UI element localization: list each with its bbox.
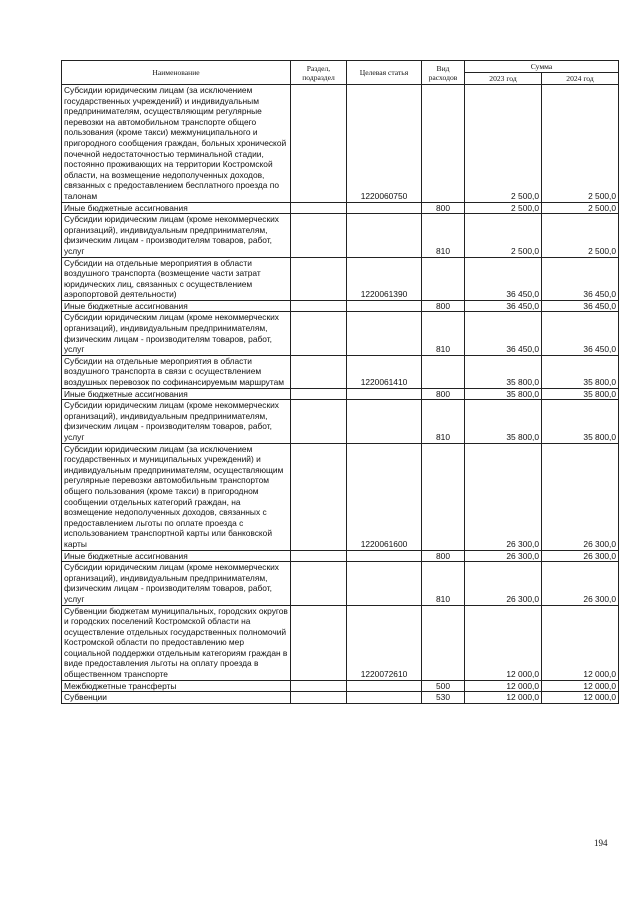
table-row	[62, 443, 619, 550]
cell-target	[347, 312, 422, 355]
cell-amount-2024: 2 500,0	[542, 85, 619, 203]
cell-amount-2023: 35 800,0	[465, 400, 542, 443]
cell-name: Иные бюджетные ассигнования	[62, 202, 291, 214]
cell-name: Иные бюджетные ассигнования	[62, 388, 291, 400]
cell-amount-2024: 35 800,0	[542, 355, 619, 388]
cell-expense-type	[422, 443, 465, 550]
cell-expense-type: 500	[422, 680, 465, 692]
cell-target	[347, 400, 422, 443]
cell-amount-2023: 35 800,0	[465, 388, 542, 400]
cell-target	[347, 214, 422, 257]
header-target: Целевая статья	[347, 61, 422, 85]
cell-amount-2024: 2 500,0	[542, 202, 619, 214]
table-row	[62, 680, 619, 692]
cell-expense-type: 800	[422, 300, 465, 312]
page-number: 194	[594, 838, 608, 848]
cell-name: Субсидии юридическим лицам (кроме некоммерческих организаций), индивидуальным предпринимателям, физическим лицам - производителям товаров, работ, услуг	[62, 562, 291, 605]
table-row	[62, 312, 619, 355]
cell-amount-2024: 36 450,0	[542, 300, 619, 312]
header-section: Раздел, подраздел	[291, 61, 347, 85]
header-year-2023: 2023 год	[465, 73, 542, 85]
cell-target	[347, 300, 422, 312]
cell-section	[291, 202, 347, 214]
budget-table	[61, 60, 619, 704]
cell-expense-type	[422, 355, 465, 388]
cell-expense-type: 810	[422, 562, 465, 605]
cell-section	[291, 257, 347, 300]
cell-name: Субсидии на отдельные мероприятия в области воздушного транспорта в связи с осуществлением воздушных перевозок по софинансируемым маршрутам	[62, 355, 291, 388]
table-row	[62, 214, 619, 257]
cell-section	[291, 300, 347, 312]
cell-section	[291, 355, 347, 388]
table-row	[62, 692, 619, 704]
cell-expense-type	[422, 605, 465, 680]
cell-amount-2023: 12 000,0	[465, 605, 542, 680]
cell-name: Субсидии юридическим лицам (за исключением государственных и муниципальных учреждений) и индивидуальным предпринимателям, осуществляющим регулярные перевозки автомобильным транспортом общего пользования (кроме такси) в пригородном сообщении отдельных категорий граждан, на возмещение недополученных доходов, связанных с предоставлением льготы по оплате проезда с использованием транспортной карты или банковской карты	[62, 443, 291, 550]
cell-expense-type	[422, 257, 465, 300]
cell-amount-2024: 12 000,0	[542, 605, 619, 680]
table-row	[62, 202, 619, 214]
cell-section	[291, 562, 347, 605]
cell-amount-2023: 36 450,0	[465, 257, 542, 300]
table-row	[62, 388, 619, 400]
cell-name: Иные бюджетные ассигнования	[62, 550, 291, 562]
table-row	[62, 257, 619, 300]
cell-amount-2024: 36 450,0	[542, 312, 619, 355]
cell-amount-2024: 2 500,0	[542, 214, 619, 257]
cell-amount-2023: 26 300,0	[465, 443, 542, 550]
cell-section	[291, 443, 347, 550]
cell-expense-type: 530	[422, 692, 465, 704]
table-row	[62, 300, 619, 312]
cell-expense-type: 800	[422, 550, 465, 562]
cell-target: 1220061390	[347, 257, 422, 300]
cell-section	[291, 214, 347, 257]
cell-section	[291, 388, 347, 400]
table-row	[62, 550, 619, 562]
cell-name: Субвенции	[62, 692, 291, 704]
cell-amount-2023: 26 300,0	[465, 550, 542, 562]
cell-section	[291, 550, 347, 562]
cell-target	[347, 550, 422, 562]
cell-target	[347, 680, 422, 692]
table-row	[62, 85, 619, 203]
cell-name: Субсидии юридическим лицам (кроме некоммерческих организаций), индивидуальным предпринимателям, физическим лицам - производителям товаров, работ, услуг	[62, 214, 291, 257]
cell-name: Субсидии юридическим лицам (кроме некоммерческих организаций), индивидуальным предпринимателям, физическим лицам - производителям товаров, работ, услуг	[62, 312, 291, 355]
header-year-2024: 2024 год	[542, 73, 619, 85]
cell-name: Субсидии юридическим лицам (за исключением государственных учреждений) и индивидуальным предпринимателям, осуществляющим регулярные перевозки на автомобильном транспорте общего пользования (кроме такси) межмуниципального и пригородного сообщения граждан, больных хронической почечной недостаточностью терминальной стадии, постоянно проживающих на территории Костромской области, на возмещение недополученных доходов, связанных с предоставлением бесплатного проезда по талонам	[62, 85, 291, 203]
cell-target	[347, 692, 422, 704]
table-row	[62, 562, 619, 605]
cell-amount-2023: 26 300,0	[465, 562, 542, 605]
cell-amount-2023: 12 000,0	[465, 692, 542, 704]
cell-amount-2023: 35 800,0	[465, 355, 542, 388]
cell-section	[291, 400, 347, 443]
table-row	[62, 605, 619, 680]
cell-target	[347, 562, 422, 605]
cell-expense-type: 800	[422, 388, 465, 400]
header-name: Наименование	[62, 61, 291, 85]
cell-amount-2023: 2 500,0	[465, 214, 542, 257]
cell-name: Субвенции бюджетам муниципальных, городских округов и городских поселений Костромской области на осуществление отдельных государственных полномочий Костромской области по предоставлению мер социальной поддержки отдельным категориям граждан в виде предоставления льготы на оплату проезда в общественном транспорте	[62, 605, 291, 680]
cell-amount-2024: 12 000,0	[542, 692, 619, 704]
table-body	[62, 85, 619, 704]
cell-amount-2024: 36 450,0	[542, 257, 619, 300]
cell-target: 1220072610	[347, 605, 422, 680]
cell-section	[291, 312, 347, 355]
cell-target	[347, 202, 422, 214]
cell-amount-2024: 35 800,0	[542, 400, 619, 443]
cell-amount-2023: 36 450,0	[465, 312, 542, 355]
cell-target: 1220061600	[347, 443, 422, 550]
table-header	[62, 61, 619, 85]
cell-amount-2023: 2 500,0	[465, 85, 542, 203]
cell-section	[291, 680, 347, 692]
cell-amount-2023: 36 450,0	[465, 300, 542, 312]
cell-name: Иные бюджетные ассигнования	[62, 300, 291, 312]
header-sum: Сумма	[465, 61, 619, 73]
cell-name: Межбюджетные трансферты	[62, 680, 291, 692]
cell-section	[291, 605, 347, 680]
cell-expense-type: 810	[422, 214, 465, 257]
table-row	[62, 355, 619, 388]
cell-amount-2024: 12 000,0	[542, 680, 619, 692]
cell-amount-2024: 35 800,0	[542, 388, 619, 400]
cell-amount-2024: 26 300,0	[542, 443, 619, 550]
cell-amount-2023: 12 000,0	[465, 680, 542, 692]
cell-name: Субсидии юридическим лицам (кроме некоммерческих организаций), индивидуальным предпринимателям, физическим лицам - производителям товаров, работ, услуг	[62, 400, 291, 443]
cell-target: 1220060750	[347, 85, 422, 203]
cell-section	[291, 85, 347, 203]
cell-section	[291, 692, 347, 704]
cell-name: Субсидии на отдельные мероприятия в области воздушного транспорта (возмещение части затрат юридических лиц, связанных с осуществлением аэропортовой деятельности)	[62, 257, 291, 300]
cell-target	[347, 388, 422, 400]
cell-expense-type: 810	[422, 400, 465, 443]
cell-expense-type: 800	[422, 202, 465, 214]
cell-amount-2024: 26 300,0	[542, 562, 619, 605]
cell-expense-type: 810	[422, 312, 465, 355]
header-expense-type: Вид расходов	[422, 61, 465, 85]
cell-target: 1220061410	[347, 355, 422, 388]
cell-expense-type	[422, 85, 465, 203]
cell-amount-2023: 2 500,0	[465, 202, 542, 214]
table-row	[62, 400, 619, 443]
cell-amount-2024: 26 300,0	[542, 550, 619, 562]
